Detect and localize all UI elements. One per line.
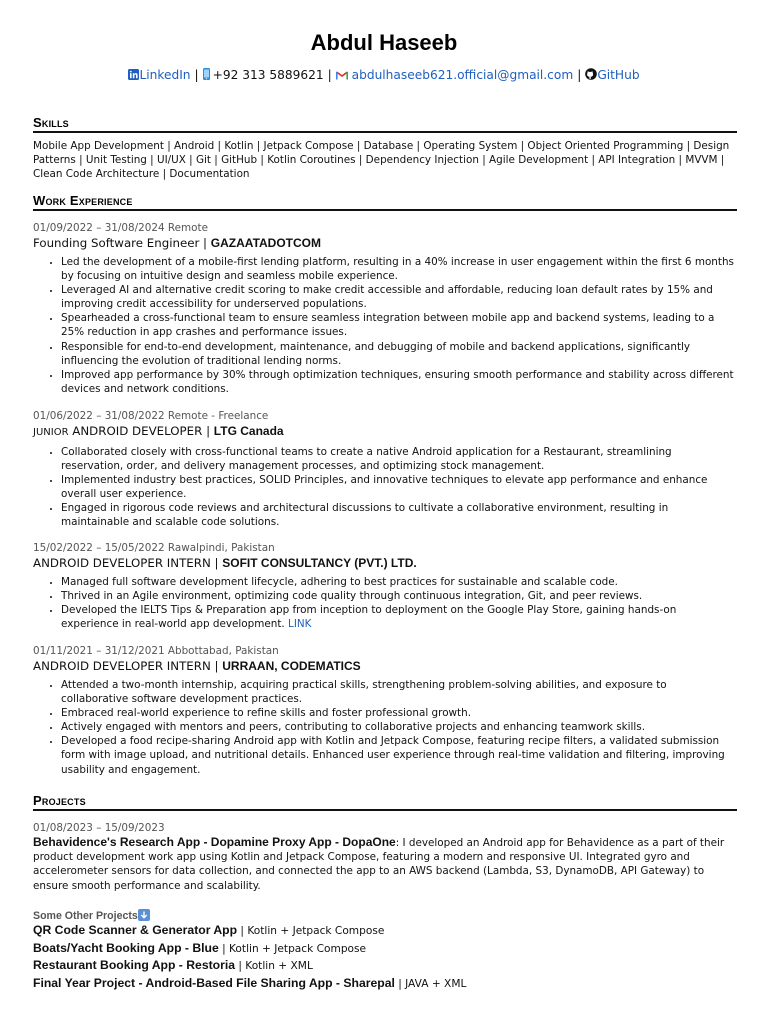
other-projects (33, 909, 737, 993)
job-date: 01/06/2022 – 31/08/2022 Remote - Freelance (33, 410, 269, 422)
job-role-prefix: JUNIOR (33, 427, 69, 438)
email-link[interactable]: abdulhaseeb621.official@gmail.com (351, 68, 574, 82)
job-bullets (33, 678, 737, 777)
down-arrow-icon (138, 909, 150, 921)
bullet-item: • Responsible for end-to-end development, maintenance, and debugging of mobile and backend applications, significantly influencing the evolution of traditional lending norms. (61, 340, 737, 368)
job-bullets (33, 255, 737, 396)
projects-heading: Projects (33, 793, 737, 811)
bullet-item: • Spearheaded a cross-functional team to ensure seamless integration between mobile app and backend systems, leading to a 25% reduction in app crashes and performance issues. (61, 311, 737, 339)
phone-number: +92 313 5889621 (212, 68, 324, 82)
job-title (33, 235, 737, 251)
job-role: Founding Software Engineer | (33, 236, 208, 250)
bullet-item: • Led the development of a mobile-first lending platform, resulting in a 40% increase in user engagement within the first 6 months by focusing on intuitive design and seamless mobile experience. (61, 255, 737, 283)
phone-icon (203, 68, 210, 83)
bullet-item: • Actively engaged with mentors and peers, contributing to collaborative projects and enhancing teamwork skills. (61, 720, 737, 734)
other-project-item (33, 922, 737, 940)
job-role: ANDROID DEVELOPER | (72, 424, 211, 438)
bullet-item: • Collaborated closely with cross-functional teams to create a native Android application for a Restaurant, streamlining reservation, order, and delivery management processes, and optimizing stock management. (61, 445, 737, 473)
other-project-stack: | Kotlin + Jetpack Compose (222, 942, 367, 955)
other-project-item (33, 975, 737, 993)
job-date: 15/02/2022 – 15/05/2022 Rawalpindi, Pakistan (33, 542, 275, 554)
other-project-title: QR Code Scanner & Generator App (33, 923, 238, 937)
job-title (33, 423, 737, 441)
skills-list: Mobile App Development | Android | Kotlin | Jetpack Compose | Database | Operating System | Object Oriented Programming | Design Patterns | Unit Testing | UI/UX | Git | GitHub | Kotlin Coroutines | Dependency Injection | Agile Development | API Integration | MVVM | Clean Code Architecture | Documentation (33, 140, 730, 181)
project-entry (33, 821, 737, 893)
job-entry (33, 409, 737, 530)
skills-heading: Skills (33, 115, 737, 133)
project-summary: : I developed an Android app for Behavidence as a part of their product development work app using Kotlin and Jetpack Compose, featuring a modern and responsive UI. Integrated gyro and accelerometer sensors for data collection, and connected the app to an AWS backend (Lambda, S3, DynamoDB, API Gateway) to ensure smooth performance and scalability. (33, 837, 725, 892)
job-bullets (33, 445, 737, 530)
contact-separator: | (577, 68, 582, 82)
project-date: 01/08/2023 – 15/09/2023 (33, 822, 165, 834)
github-link[interactable]: GitHub (597, 68, 640, 82)
contact-separator: | (327, 68, 332, 82)
job-role: ANDROID DEVELOPER INTERN | (33, 556, 219, 570)
company-name: LTG Canada (213, 424, 284, 438)
linkedin-icon (128, 69, 139, 83)
company-name: SOFIT CONSULTANCY (PVT.) LTD. (222, 556, 417, 570)
bullet-item: • Engaged in rigorous code reviews and architectural discussions to cultivate a collaborative environment, resulting in maintainable and scalable code solutions. (61, 501, 737, 529)
job-title (33, 658, 737, 674)
other-project-title: Final Year Project - Android-Based File Sharing App - Sharepal (33, 976, 395, 991)
job-date: 01/11/2021 – 31/12/2021 Abbottabad, Pakistan (33, 645, 279, 657)
other-project-stack: | JAVA + XML (398, 978, 467, 991)
project-title: Behavidence's Research App - Dopamine Proxy App - DopaOne (33, 835, 396, 849)
bullet-item: • Implemented industry best practices, SOLID Principles, and innovative techniques to elevate app performance and enhance overall user experience. (61, 473, 737, 501)
bullet-item: • Embraced real-world experience to refine skills and foster professional growth. (61, 706, 737, 720)
bullet-item: • Developed a food recipe-sharing Android app with Kotlin and Jetpack Compose, featuring recipe filters, a validated submission form with image upload, and nutritional details. Enhanced user experience through real-time validation and filtering, improving usability and engagement. (61, 734, 737, 776)
gmail-icon (336, 69, 348, 83)
work-experience-heading: Work Experience (33, 193, 737, 211)
other-project-stack: | Kotlin + XML (238, 960, 313, 973)
job-entry (33, 541, 737, 631)
other-project-item (33, 957, 737, 975)
bullet-text: Developed the IELTS Tips & Preparation app from inception to deployment on the Google Play Store, gaining hands-on experience in real-world app development. (61, 604, 677, 631)
company-name: URRAAN, CODEMATICS (222, 659, 361, 673)
other-project-stack: | Kotlin + Jetpack Compose (240, 925, 385, 937)
bullet-item: • Improved app performance by 30% through optimization techniques, ensuring smooth performance and stability across different devices and network conditions. (61, 368, 737, 396)
linkedin-link[interactable]: LinkedIn (139, 68, 191, 82)
other-project-title: Boats/Yacht Booking App - Blue (33, 940, 219, 955)
company-name: GAZAATADOTCOM (210, 236, 321, 250)
project-link[interactable]: LINK (288, 618, 312, 631)
bullet-item: • Thrived in an Agile environment, optimizing code quality through continuous integration, Git, and peer reviews. (61, 589, 737, 603)
job-role: ANDROID DEVELOPER INTERN | (33, 659, 219, 673)
contact-separator: | (194, 68, 199, 82)
job-title (33, 555, 737, 571)
github-icon (585, 68, 597, 83)
bullet-item: • Leveraged AI and alternative credit scoring to make credit accessible and affordable, reducing loan default rates by 15% and improving credit accessibility for underserved populations. (61, 283, 737, 311)
other-project-item (33, 940, 737, 958)
job-bullets (33, 575, 737, 631)
bullet-item: • Attended a two-month internship, acquiring practical skills, strengthening problem-solving abilities, and exposure to collaborative software development practices. (61, 678, 737, 706)
contact-bar (0, 68, 768, 83)
job-entry (33, 644, 737, 777)
other-projects-label: Some Other Projects (33, 910, 138, 922)
other-projects-heading (33, 909, 737, 922)
job-date: 01/09/2022 – 31/08/2024 Remote (33, 222, 208, 234)
project-description (33, 835, 737, 893)
bullet-item (61, 603, 737, 631)
job-entry (33, 221, 737, 396)
other-project-title: Restaurant Booking App - Restoria (33, 958, 236, 973)
bullet-item: • Managed full software development lifecycle, adhering to best practices for sustainable and scalable code. (61, 575, 737, 589)
candidate-name: Abdul Haseeb (310, 30, 458, 55)
